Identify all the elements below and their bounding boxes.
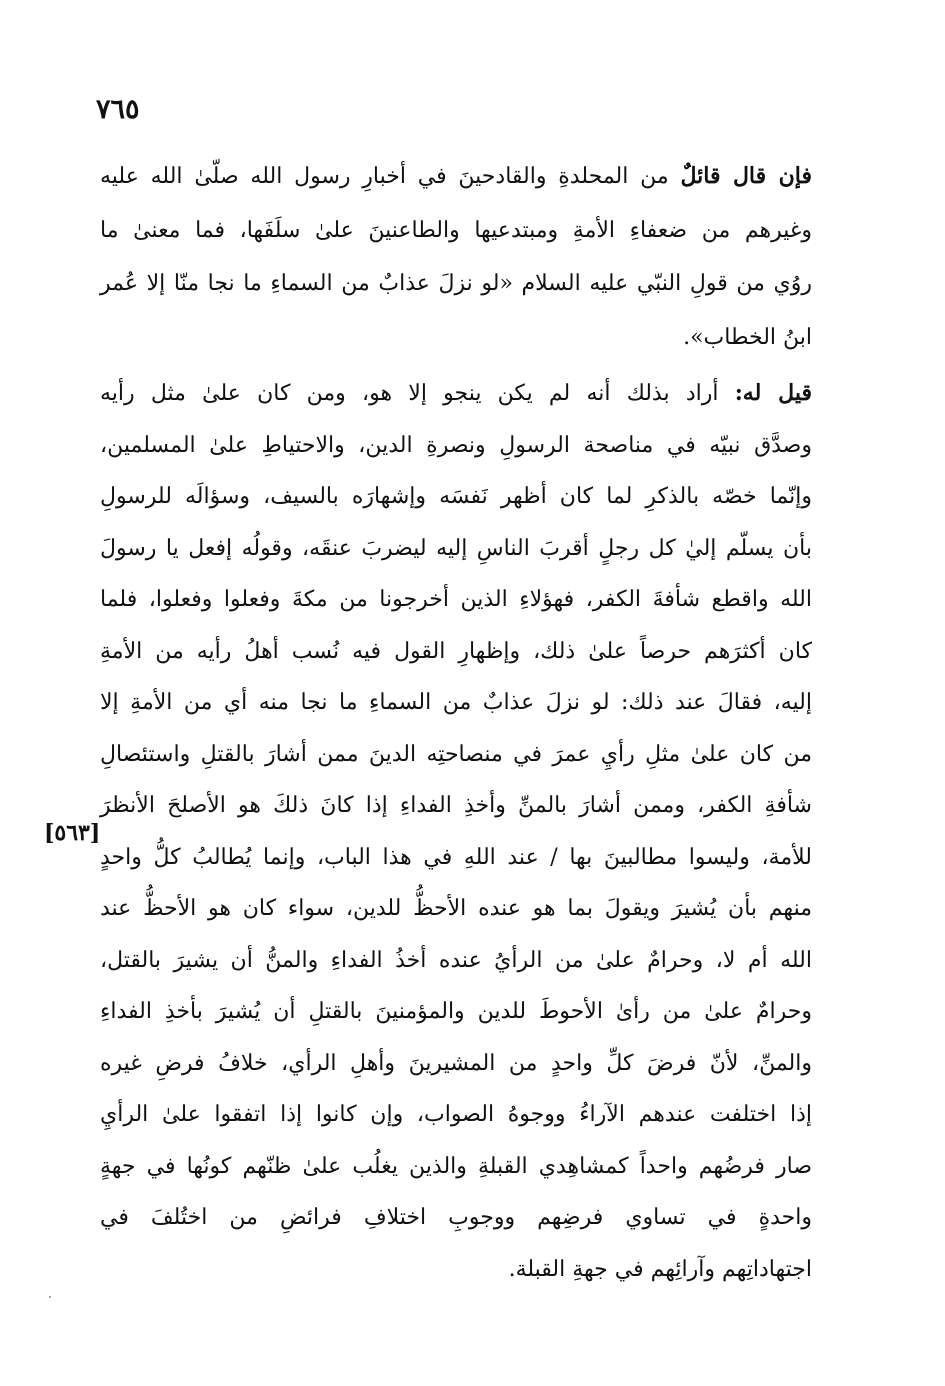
text-line: اجتهاداتِهم وآرائِهم في جهةِ القبلة. [508, 1256, 812, 1282]
text-line: وصدَّق نبيّه في مناصحة الرسولِ ونصرةِ الدين، والاحتياطِ علىٰ المسلمين، [100, 432, 812, 458]
text-line: من كان علىٰ مثلِ رأيِ عمرَ في منصاحتِه الدينَ ممن أشارَ بالقتلِ واستئصالِ [100, 741, 812, 767]
text-line: إليه، فقالَ عند ذلك: لو نزلَ عذابٌ من السماءِ ما نجا منه أي من الأمةِ إلا [100, 690, 812, 715]
margin-page-reference: [٥٦٣] [44, 820, 101, 846]
text-line: إذا اختلفت عندهم الآراءُ ووجوهُ الصواب، وإن كانوا إذا اتفقوا علىٰ الرأيِ [100, 1102, 812, 1127]
text-line: روُي من قولِ النبّي عليه السلام «لو نزلَ عذابٌ من السماءِ ما نجا منّا إلا عُمر [100, 271, 812, 296]
text-line: شأفةِ الكفر، وممن أشارَ بالمنِّ وأخذِ الفداءِ إذا كانَ ذلكَ هو الأصلحَ الأنظرَ [100, 793, 812, 818]
text-line: بأن يسلّم إليٰ كل رجلٍ أقربَ الناسِ إليه ليضربَ عنقَه، وقولُه إفعل يا رسولَ [100, 535, 812, 561]
text-line: الله أم لا، وحرامٌ علىٰ من الرأيُ عنده أخذُ الفداءِ والمنُّ أن يشيرَ بالقتل، [100, 947, 812, 973]
paragraph-lead: فإن قال قائلٌ [680, 163, 812, 189]
text-line: وحرامٌ علىٰ من رأىٰ الأحوطَ للدين والمؤمنينَ بالقتلِ أن يُشيرَ بأخذِ الفداءِ [100, 999, 812, 1024]
text-line: والمنِّ، لأنّ فرضَ كلِّ واحدٍ من المشيرينَ وأهلِ الرأي، خلافُ فرضِ غيره [100, 1050, 812, 1076]
text-line: واحدةٍ في تساوي فرضِهم ووجوبِ اختلافِ فرائضِ من اختُلفَ في [100, 1205, 812, 1230]
text-line: صار فرضُهم واحداً كمشاهِدي القبلةِ والذين يغلُب علىٰ ظنّهم كونُها في جهةٍ [100, 1153, 812, 1179]
text-line [100, 368, 812, 420]
text-line: كان أكثرَهم حرصاً علىٰ ذلك، وإظهارِ القول فيه نُسب أهلُ رأيه من الأمةِ [100, 638, 812, 664]
text-line: ابنُ الخطاب». [683, 324, 812, 350]
text-line: الله واقطع شأفةَ الكفر، فهؤلاءِ الذين أخرجونا من مكةَ وفعلوا وفعلوا، فلما [100, 587, 812, 612]
text-line: منهم بأن يُشيرَ ويقولَ بما هو عنده الأحظُّ للدين، سواء كان هو الأحظُّ عند [100, 896, 812, 921]
text-line: للأمة، وليسوا مطالبينَ بها / عند اللهِ في هذا الباب، وإنما يُطالبُ كلُّ واحدٍ [100, 844, 812, 870]
paragraph-question [100, 150, 812, 364]
text-line [100, 150, 812, 204]
line-text: من المحلدةِ والقادحينَ في أخبارِ رسول الله صلّىٰ الله عليه [100, 164, 669, 189]
line-text: أراد بذلك أنه لم يكن ينجو إلا هو، ومن كان علىٰ مثل رأيه [100, 381, 719, 406]
paragraph-answer [100, 368, 812, 1295]
paragraph-lead: قيل له: [734, 380, 812, 406]
scan-speck [49, 1296, 51, 1298]
text-line: وإنّما خصّه بالذكرِ لما كان أظهر نَفسَه وإشهارَه بالسيف، وسؤالَه للرسولِ [100, 484, 812, 509]
text-line: وغيرهم من ضعفاءِ الأمةِ ومبتدعيها والطاعنينَ علىٰ سلَفَها، فما معنىٰ ما [100, 217, 812, 243]
page-number: ٧٦٥ [96, 94, 140, 125]
